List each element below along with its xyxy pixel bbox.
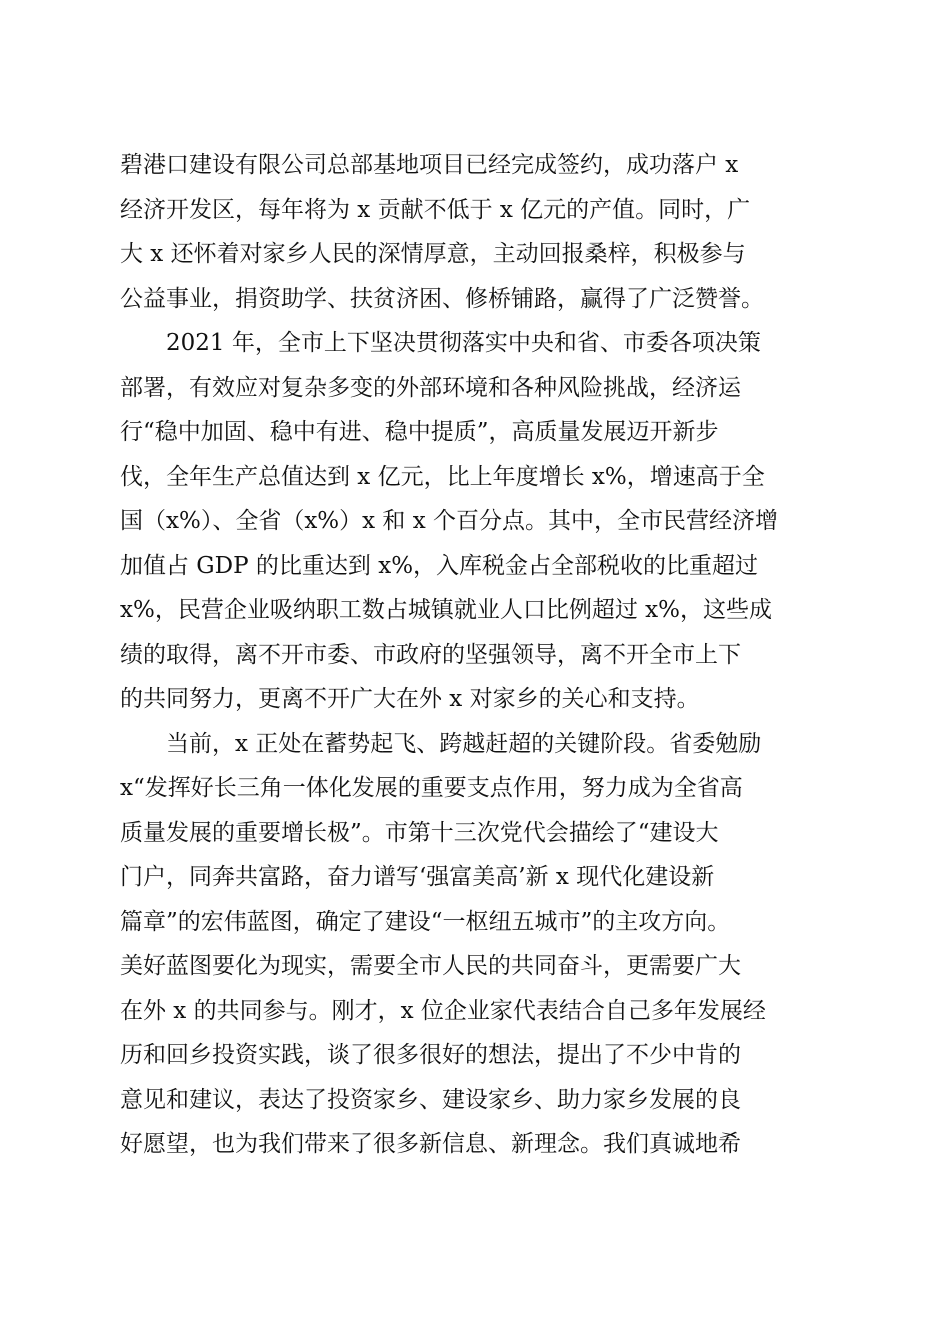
text-line: 国（x%）、全省（x%）x 和 x 个百分点。其中，全市民营经济增 — [120, 508, 779, 534]
paragraph-1 — [120, 143, 832, 321]
document-page — [120, 143, 832, 1167]
text-line: 部署，有效应对复杂多变的外部环境和各种风险挑战，经济运 — [120, 374, 741, 401]
text-line: 门户，同奔共富路，奋力谱写‘强富美高’新 x 现代化建设新 — [120, 864, 715, 890]
text-line: 经济开发区，每年将为 x 贡献不低于 x 亿元的产值。同时，广 — [120, 196, 751, 223]
text-line: x“发挥好长三角一体化发展的重要支点作用，努力成为全省高 — [120, 775, 743, 801]
text-line: 历和回乡投资实践，谈了很多很好的想法，提出了不少中肯的 — [120, 1042, 741, 1068]
text-line: 意见和建议，表达了投资家乡、建设家乡、助力家乡发展的良 — [120, 1086, 741, 1113]
text-line: 好愿望，也为我们带来了很多新信息、新理念。我们真诚地希 — [120, 1131, 741, 1157]
text-line: 篇章”的宏伟蓝图，确定了建设“一枢纽五城市”的主攻方向。 — [120, 908, 731, 935]
text-line: 大 x 还怀着对家乡人民的深情厚意，主动回报桑梓，积极参与 — [120, 241, 746, 267]
text-line: 美好蓝图要化为现实，需要全市人民的共同奋斗，更需要广大 — [120, 953, 741, 979]
text-line: x%，民营企业吸纳职工数占城镇就业人口比例超过 x%，这些成 — [120, 597, 772, 623]
text-line: 行“稳中加固、稳中有进、稳中提质”，高质量发展迈开新步 — [120, 419, 719, 445]
text-line: 公益事业，捐资助学、扶贫济困、修桥铺路，赢得了广泛赞誉。 — [120, 285, 764, 312]
paragraph-2 — [120, 321, 832, 722]
text-line: 当前，x 正处在蓄势起飞、跨越赶超的关键阶段。省委勉励 — [120, 730, 762, 757]
paragraph-3 — [120, 722, 832, 1167]
text-line: 的共同努力，更离不开广大在外 x 对家乡的关心和支持。 — [120, 686, 700, 712]
text-line: 碧港口建设有限公司总部基地项目已经完成签约，成功落户 x — [120, 152, 739, 178]
text-line: 伐，全年生产总值达到 x 亿元，比上年度增长 x%，增速高于全 — [120, 463, 765, 490]
text-line: 2021 年，全市上下坚决贯彻落实中央和省、市委各项决策 — [120, 330, 761, 356]
text-line: 质量发展的重要增长极”。市第十三次党代会描绘了“建设大 — [120, 819, 719, 846]
text-line: 绩的取得，离不开市委、市政府的坚强领导，离不开全市上下 — [120, 641, 741, 668]
text-line: 加值占 GDP 的比重达到 x%，入库税金占全部税收的比重超过 — [120, 552, 759, 579]
text-line: 在外 x 的共同参与。刚才，x 位企业家代表结合自己多年发展经 — [120, 997, 766, 1024]
